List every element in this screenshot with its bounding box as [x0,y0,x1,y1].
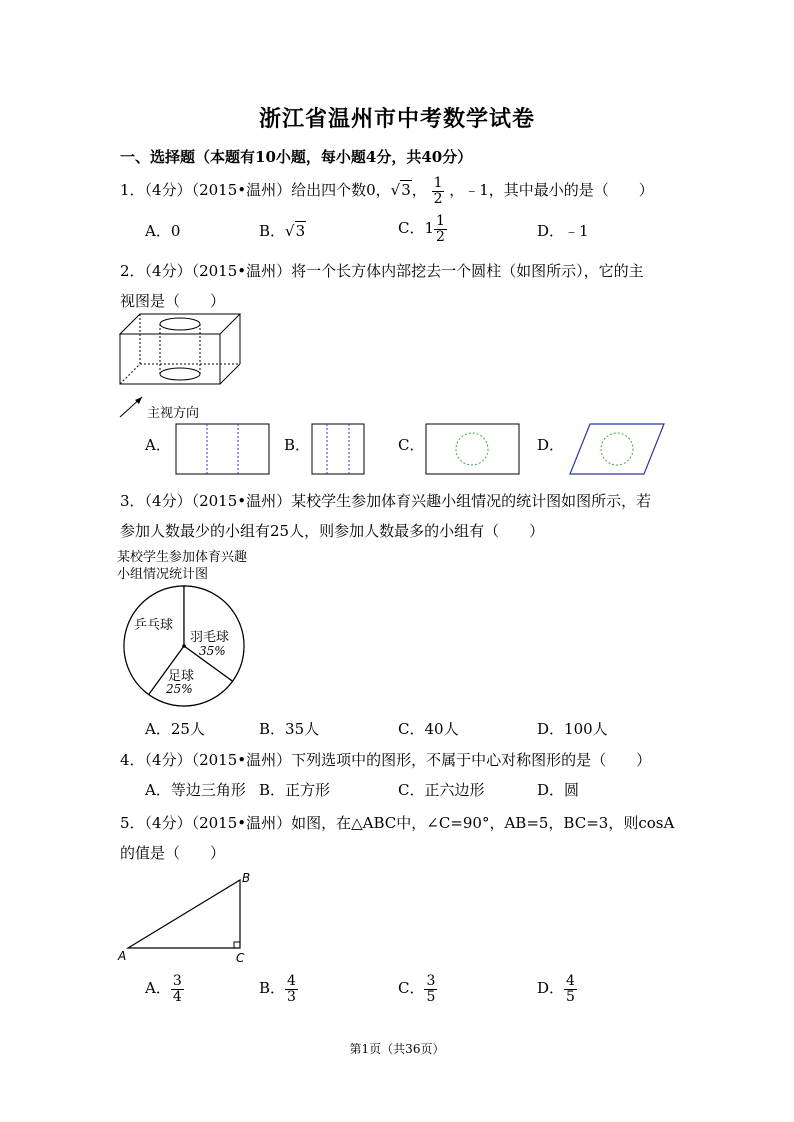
vertex-b-label: B [242,871,251,885]
q5-c-num: 3 [426,973,436,989]
pie-center-dot [182,644,186,648]
q3-option-d[interactable]: D．100人 [537,720,608,738]
chart-title-line-2: 小组情况统计图 [117,567,209,582]
q5-c-den: 5 [426,988,436,1005]
q5-a-num: 3 [172,973,182,989]
pie-value-badminton: 35% [199,644,226,658]
q5-d-den: 5 [566,988,575,1005]
q1-fraction [432,176,445,206]
q2-option-a[interactable]: A． [145,436,171,454]
q5-c-fraction [424,974,437,1004]
question-1-stem [120,176,654,206]
q5-option-a[interactable] [145,974,184,1004]
q1-c-fraction [434,214,447,244]
chart-title-line-1: 某校学生参加体育兴趣 [117,550,248,565]
q2-option-d[interactable]: D． [537,436,565,454]
q2-option-d-figure [568,422,668,476]
question-4-line-1: 4．（4分）（2015•温州）下列选项中的图形，不属于中心对称图形的是（ ） [120,751,652,769]
q1-option-a[interactable]: A．0 [145,222,181,240]
q1-c-prefix: C．1 [398,219,435,238]
q2-option-c[interactable]: C． [398,436,425,454]
q5-a-fraction [171,974,184,1004]
q1-comma: ， [411,181,427,200]
section-heading: 一、选择题（本题有10小题，每小题4分，共40分） [120,148,473,166]
question-2-line-2: 视图是（ ） [120,292,226,310]
pie-label-badminton: 羽毛球 [190,630,230,645]
q5-b-den: 3 [287,988,296,1005]
vertex-c-label: C [236,951,245,965]
question-3-line-2: 参加人数最少的小组有25人，则参加人数最多的小组有（ ） [120,522,545,540]
q1-sqrt: √3 [390,181,411,200]
q3-option-a[interactable]: A．25人 [145,720,205,738]
question-3-line-1: 3．（4分）（2015•温州）某校学生参加体育兴趣小组情况的统计图如图所示，若 [120,492,652,510]
q5-b-prefix: B． [259,979,286,998]
q1-sqrt-radicand: 3 [401,181,411,200]
q5-c-prefix: C． [398,979,425,998]
vertex-a-label: A [118,949,127,963]
pie-value-football: 25% [166,682,193,696]
q5-option-b[interactable] [259,974,298,1004]
pie-label-football: 足球 [168,669,195,684]
q1-b-sqrt: √3 [285,222,306,240]
q5-option-d[interactable] [537,974,577,1004]
q1-b-radicand: 3 [295,222,306,240]
q1-option-b[interactable] [259,220,306,241]
page-footer: 第1页（共36页） [349,1042,445,1056]
q1-stem-part-b: ，﹣1，其中最小的是（ ） [449,181,654,200]
q3-option-b[interactable]: B．35人 [259,720,320,738]
question-5-line-1: 5．（4分）（2015•温州）如图，在△ABC中，∠C=90°，AB=5，BC=3，则cosA [120,814,675,832]
q1-c-num: 1 [436,213,445,229]
pie-label-pingpong: 乒乓球 [134,618,174,633]
q5-b-fraction [285,974,298,1004]
view-direction-label: 主视方向 [147,406,200,421]
q5-d-fraction [564,974,577,1004]
q3-option-c[interactable]: C．40人 [398,720,459,738]
q1-stem-part-a: 1．（4分）（2015•温州）给出四个数0， [120,181,391,200]
q1-c-den: 2 [436,228,445,245]
q4-option-a[interactable]: A．等边三角形 [145,781,246,799]
q5-option-c[interactable] [398,974,437,1004]
q1-b-prefix: B． [259,222,286,240]
q5-a-prefix: A． [145,979,171,998]
q5-d-num: 4 [566,973,575,989]
q4-option-b[interactable]: B．正方形 [259,781,331,799]
question-5-line-2: 的值是（ ） [120,844,226,862]
q1-frac-den: 2 [433,190,443,207]
right-triangle-figure [116,868,256,968]
q2-option-b[interactable]: B． [284,436,311,454]
q1-frac-num: 1 [433,175,443,191]
page-title: 浙江省温州市中考数学试卷 [258,106,535,132]
q2-option-a-figure [174,422,272,476]
q2-option-c-figure [424,422,522,476]
q1-option-d[interactable]: D．﹣1 [537,222,589,240]
q4-option-d[interactable]: D．圆 [537,781,580,799]
q1-option-c[interactable] [398,214,447,244]
q5-a-den: 4 [172,988,182,1005]
q2-option-b-figure [310,422,368,476]
question-2-line-1: 2．（4分）（2015•温州）将一个长方体内部挖去一个圆柱（如图所示），它的主 [120,262,644,280]
q4-option-c[interactable]: C．正六边形 [398,781,485,799]
q5-b-num: 4 [287,973,296,989]
q5-d-prefix: D． [537,979,565,998]
